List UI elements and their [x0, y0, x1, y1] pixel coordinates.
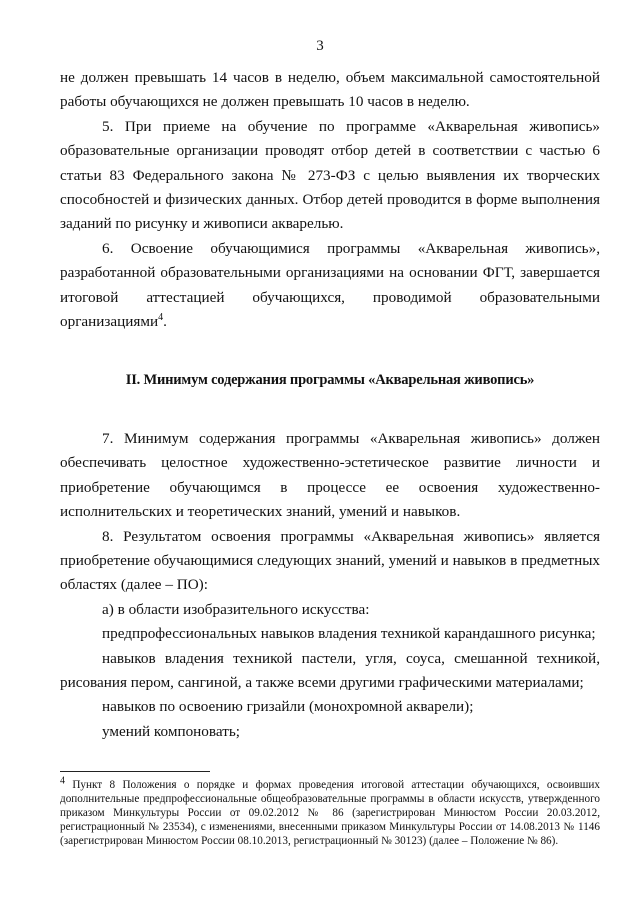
footnote-mark: 4	[60, 775, 65, 787]
paragraph-6-end: .	[163, 313, 167, 331]
paragraph-5: 5. При приеме на обучение по программе «Акварельная живопись» образовательные организации проводят отбор детей в соответствии с частью 6 статьи 83 Федерального закона № 273-ФЗ с целью выявления их творческих способностей и физических данных. Отбор детей проводится в форме выполнения заданий по рисунку и живописи акварелью.	[60, 117, 600, 233]
footnote-reference: 4	[158, 312, 164, 323]
section-heading: II. Минимум содержания программы «Акварельная живопись»	[125, 372, 535, 389]
footnote	[60, 775, 600, 848]
footnote-separator	[60, 771, 210, 772]
footnote-text: Пункт 8 Положения о порядке и формах проведения итоговой аттестации обучающихся, освоивших дополнительные предпрофессиональные общеобразовательные программы в области искусств, утвержденного приказом Минкультуры России от 09.02.2012 № 86 (зарегистрирован Минюстом России 20.03.2012, регистрационный № 23534), с изменениями, внесенными приказом Минкультуры России от 14.08.2013 № 1146 (зарегистрирован Минюстом России 08.10.2013, регистрационный № 30123) (далее – Положение № 86).	[60, 779, 600, 847]
list-item-pastel: навыков владения техникой пастели, угля, соуса, смешанной техникой, рисования пером, сангиной, а также всеми другими графическими материалами;	[60, 649, 600, 691]
document-body	[60, 66, 600, 744]
list-item-pencil: предпрофессиональных навыков владения техникой карандашного рисунка;	[102, 625, 596, 643]
list-item-grisaille: навыков по освоению гризайли (монохромной акварели);	[102, 698, 474, 716]
list-item-compose: умений компоновать;	[102, 722, 240, 740]
list-item-a: а) в области изобразительного искусства:	[102, 600, 370, 618]
paragraph-8: 8. Результатом освоения программы «Акварельная живопись» является приобретение обучающимися следующих знаний, умений и навыков в предметных областях (далее – ПО):	[60, 527, 600, 594]
paragraph-7: 7. Минимум содержания программы «Акварельная живопись» должен обеспечивать целостное художественно-эстетическое развитие личности и приобретение обучающимся в процессе ее освоения художественно-исполнительских и теоретических знаний, умений и навыков.	[60, 429, 600, 521]
paragraph-6-text: 6. Освоение обучающимися программы «Акварельная живопись», разработанной образовательными организациями на основании ФГТ, завершается итоговой аттестацией обучающихся, проводимой образовательными организациями	[60, 239, 600, 331]
page-number: 3	[316, 38, 324, 54]
paragraph-6	[60, 237, 600, 335]
paragraph-continued: не должен превышать 14 часов в неделю, объем максимальной самостоятельной работы обучающихся не должен превышать 10 часов в неделю.	[60, 69, 600, 111]
